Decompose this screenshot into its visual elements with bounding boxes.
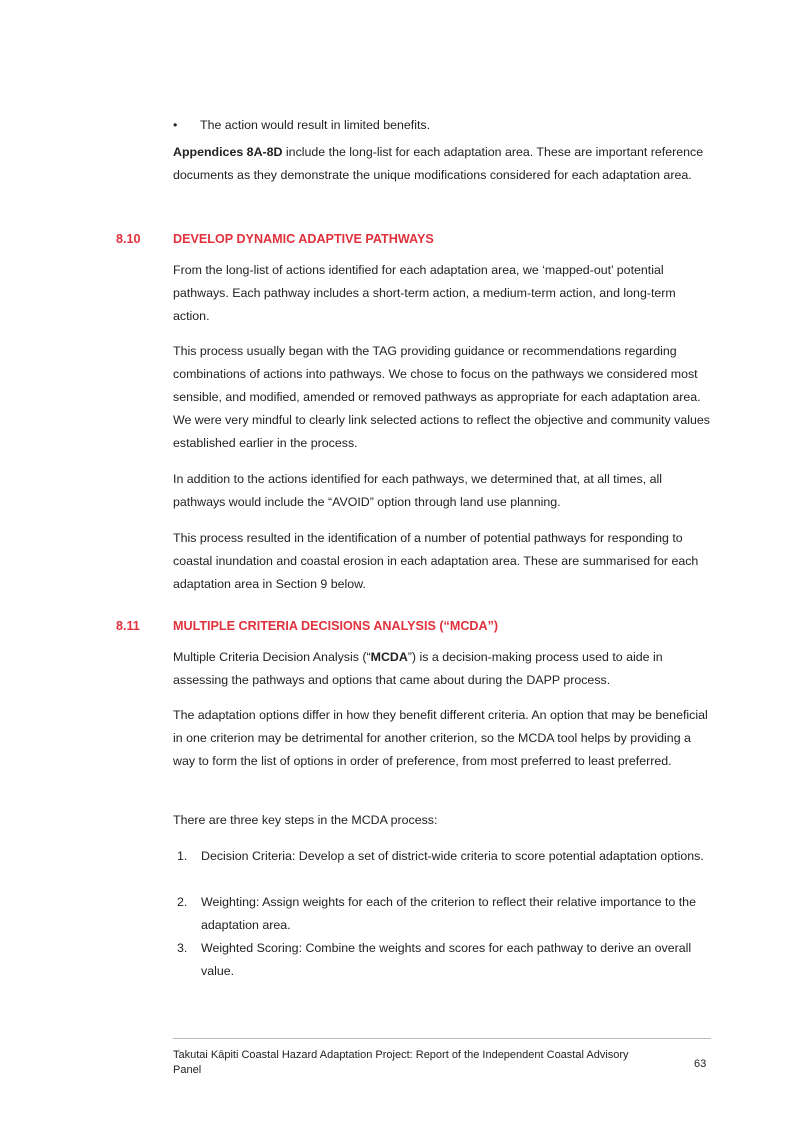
- list-text: Weighting: Assign weights for each of the criterion to reflect their relative importance to the adaptation area.: [201, 895, 696, 932]
- mcda-abbreviation: MCDA: [370, 650, 408, 664]
- paragraph-tag-process: This process usually began with the TAG providing guidance or recommendations regarding combinations of actions into pathways. We chose to focus on the pathways we considered most sensible, and modified, amended or removed pathways as appropriate for each adaptation area. We were very mindful to clearly link selected actions to reflect the objective and community values established earlier in the process.: [173, 344, 710, 450]
- section-title: DEVELOP DYNAMIC ADAPTIVE PATHWAYS: [173, 232, 434, 246]
- section-number: 8.10: [116, 232, 141, 246]
- paragraph-adaptation-options: The adaptation options differ in how they benefit different criteria. An option that may be beneficial in one criterion may be detrimental for another criterion, so the MCDA tool helps by providing a way to form the list of options in order of preference, from most preferred to least preferred.: [173, 708, 708, 768]
- appendices-reference: Appendices 8A-8D: [173, 145, 283, 159]
- paragraph-mcda-definition: [173, 646, 713, 692]
- list-number: 3.: [177, 941, 188, 955]
- section-number: 8.11: [116, 619, 140, 633]
- paragraph-appendices: [173, 141, 713, 187]
- list-text: Decision Criteria: Develop a set of district-wide criteria to score potential adaptation options.: [201, 849, 704, 863]
- page-number: 63: [694, 1058, 707, 1070]
- appendices-text: include the long-list for each adaptation area. These are important reference documents as they demonstrate the unique modifications considered for each adaptation area.: [173, 145, 704, 182]
- paragraph-avoid-option: In addition to the actions identified for each pathways, we determined that, at all times, all pathways would include the “AVOID” option through land use planning.: [173, 472, 663, 509]
- bullet-text: The action would result in limited benefits.: [200, 118, 431, 132]
- footer-divider: [173, 1038, 711, 1039]
- mcda-text-after: ”) is a decision-making process used to aide in assessing the pathways and options that came about during the DAPP process.: [173, 650, 663, 687]
- list-text: Weighted Scoring: Combine the weights and scores for each pathway to derive an overall value.: [201, 941, 692, 978]
- paragraph-pathways-result: This process resulted in the identification of a number of potential pathways for responding to coastal inundation and coastal erosion in each adaptation area. These are summarised for each adaptation area in Section 9 below.: [173, 531, 699, 591]
- list-number: 2.: [177, 895, 188, 909]
- paragraph-pathways-intro: From the long-list of actions identified for each adaptation area, we ‘mapped-out’ potential pathways. Each pathway includes a short-term action, a medium-term action, and long-term action.: [173, 263, 676, 323]
- footer-title: Takutai Kāpiti Coastal Hazard Adaptation Project: Report of the Independent Coastal Advisory Panel: [173, 1049, 629, 1076]
- paragraph-key-steps: There are three key steps in the MCDA process:: [173, 813, 438, 827]
- list-number: 1.: [177, 849, 188, 863]
- mcda-text-before: Multiple Criteria Decision Analysis (“: [173, 650, 371, 664]
- section-title: MULTIPLE CRITERIA DECISIONS ANALYSIS (“MCDA”): [173, 619, 499, 633]
- bullet-marker: •: [173, 118, 178, 132]
